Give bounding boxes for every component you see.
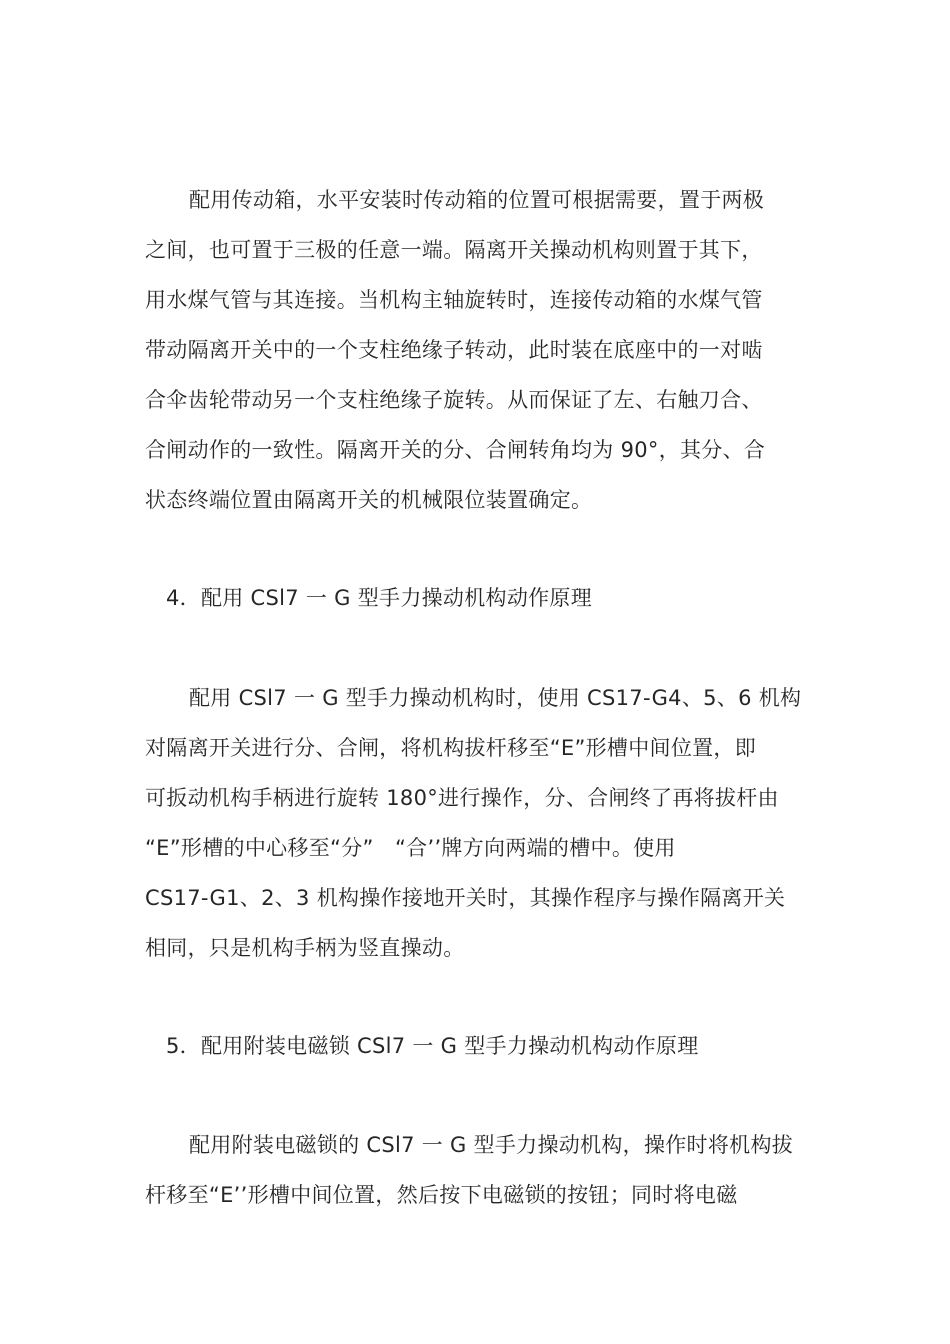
text-line: 合伞齿轮带动另一个支柱绝缘子旋转。从而保证了左、右触刀合、 bbox=[145, 388, 763, 412]
text-line: 状态终端位置由隔离开关的机械限位装置确定。 bbox=[145, 488, 593, 512]
text-line: 配用 CSl7 一 G 型手力操动机构时，使用 CS17-G4、5、6 机构 bbox=[189, 686, 802, 710]
text-line: 相同，只是机构手柄为竖直操动。 bbox=[145, 936, 465, 960]
text-line: 可扳动机构手柄进行旋转 180°进行操作，分、合闸终了再将拔杆由 bbox=[145, 786, 779, 810]
text-line: 合闸动作的一致性。隔离开关的分、合闸转角均为 90°，其分、合 bbox=[145, 438, 766, 462]
text-line: CS17-G1、2、3 机构操作接地开关时，其操作程序与操作隔离开关 bbox=[145, 886, 786, 910]
text-line: 用水煤气管与其连接。当机构主轴旋转时，连接传动箱的水煤气管 bbox=[145, 288, 763, 312]
text-line: 配用传动箱，水平安装时传动箱的位置可根据需要，置于两极 bbox=[189, 188, 765, 212]
text-line: 之间，也可置于三极的任意一端。隔离开关操动机构则置于其下， bbox=[145, 238, 763, 262]
text-line: 配用附装电磁锁的 CSl7 一 G 型手力操动机构，操作时将机构拔 bbox=[189, 1133, 794, 1157]
section-heading-5: 5．配用附装电磁锁 CSl7 一 G 型手力操动机构动作原理 bbox=[166, 1034, 699, 1058]
text-line: 杆移至“E’’形槽中间位置，然后按下电磁锁的按钮；同时将电磁 bbox=[145, 1183, 738, 1207]
text-line: 带动隔离开关中的一个支柱绝缘子转动，此时装在底座中的一对啮 bbox=[145, 338, 763, 362]
text-line: “E”形槽的中心移至“分” “合’’牌方向两端的槽中。使用 bbox=[145, 836, 676, 860]
section-heading-4: 4．配用 CSl7 一 G 型手力操动机构动作原理 bbox=[166, 586, 593, 610]
text-line: 对隔离开关进行分、合闸，将机构拔杆移至“E”形槽中间位置，即 bbox=[145, 736, 757, 760]
